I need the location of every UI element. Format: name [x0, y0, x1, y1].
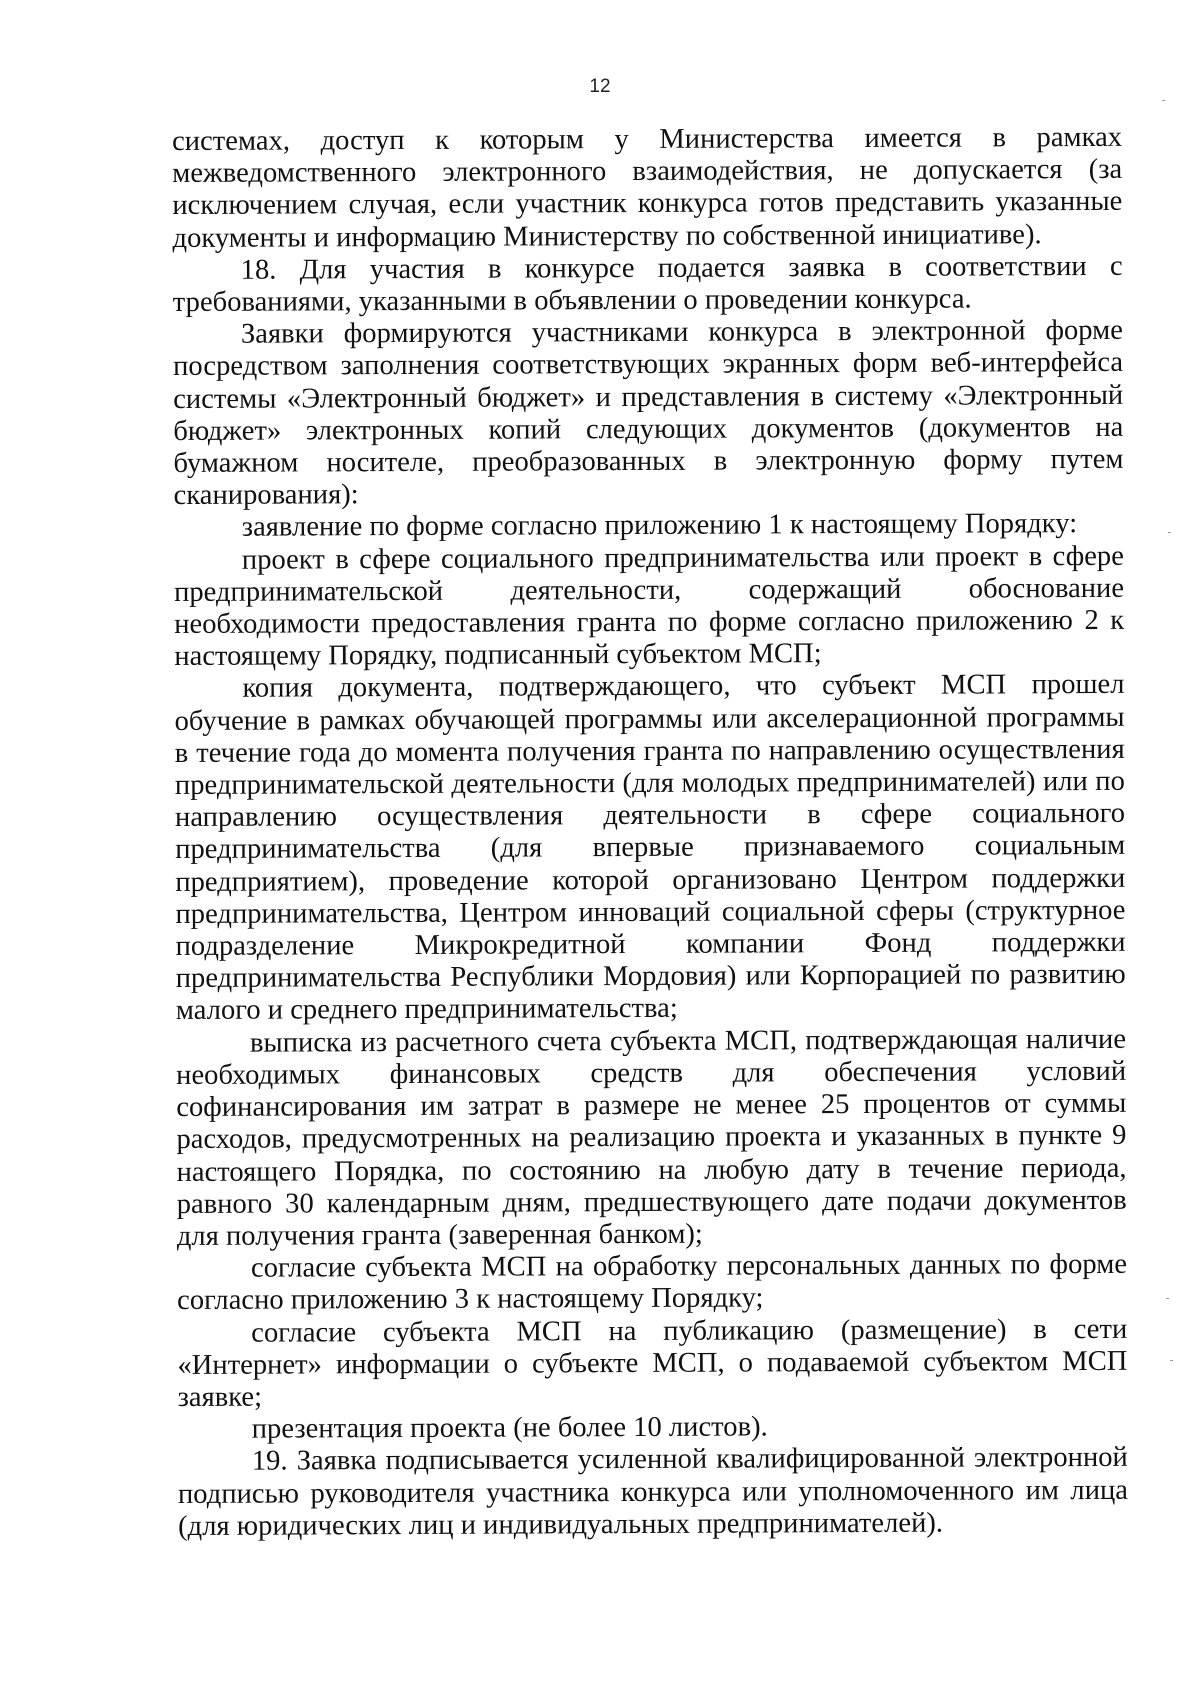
scan-speck	[1166, 1298, 1169, 1299]
paragraph-item-18: 18. Для участия в конкурсе подается заявка в соответствии с требованиями, указанными в объявлении о проведении конкурса.	[172, 250, 1123, 319]
list-item-personal-data-consent: согласие субъекта МСП на обработку персональных данных по форме согласно приложению 3 к настоящему Порядку;	[177, 1248, 1128, 1317]
list-item-application-form: заявление по форме согласно приложению 1 к настоящему Порядку:	[241, 508, 1078, 544]
paragraph-application-formation: Заявки формируются участниками конкурса в электронной форме посредством заполнения соответствующих экранных форм веб-интерфейса системы «Электронный бюджет» и представления в систему «Электронный бюджет» электронных копий следующих документов (документов на бумажном носителе, преобразованных в электронную форму путем сканирования):	[172, 315, 1124, 512]
scan-speck	[1170, 1360, 1173, 1361]
scan-speck	[1168, 532, 1171, 533]
page-number: 12	[589, 76, 611, 97]
document-body	[172, 122, 1128, 1543]
scan-speck	[1162, 100, 1165, 101]
list-item-bank-statement: выписка из расчетного счета субъекта МСП, подтверждающая наличие необходимых финансовых средств для обеспечения условий софинансирования им затрат в размере не менее 25 процентов от суммы расходов, предусмотренных на реализацию проекта и указанных в пункте 9 настоящего Порядка, по состоянию на любую дату в течение периода, равного 30 календарным дням, предшествующего дате подачи документов для получения гранта (заверенная банком);	[176, 1023, 1127, 1252]
list-item-training-document: копия документа, подтверждающего, что субъект МСП прошел обучение в рамках обучающей программы или акселерационной программы в течение года до момента получения гранта по направлению осуществления предпринимательской деятельности (для молодых предпринимателей) или по направлению осуществления деятельности в сфере социального предпринимательства (для впервые признаваемого социальным предприятием), проведение которой организовано Центром поддержки предпринимательства, Центром инноваций социальной сферы (структурное подразделение Микрокредитной компании Фонд поддержки предпринимательства Республики Мордовия) или Корпорацией по развитию малого и среднего предпринимательства;	[174, 669, 1126, 1027]
list-item-project: проект в сфере социального предпринимательства или проект в сфере предпринимательской деятельности, содержащий обоснование необходимости предоставления гранта по форме согласно приложению 2 к настоящему Порядку, подписанный субъектом МСП;	[173, 540, 1125, 673]
paragraph-item-19: 19. Заявка подписывается усиленной квалифицированной электронной подписью руководителя участника конкурса или уполномоченного им лица (для юридических лиц и индивидуальных предпринимателей).	[177, 1442, 1129, 1542]
list-item-presentation: презентация проекта (не более 10 листов).	[251, 1411, 768, 1445]
list-item-publication-consent: согласие субъекта МСП на публикацию (размещение) в сети «Интернет» информации о субъекте МСП, о подаваемой субъектом МСП заявке;	[177, 1313, 1128, 1413]
paragraph-continuation: системах, доступ к которым у Министерства имеется в рамках межведомственного электронного взаимодействия, не допускается (за исключением случая, если участник конкурса готов представить указанные документы и информацию Министерству по собственной инициативе).	[172, 121, 1123, 254]
